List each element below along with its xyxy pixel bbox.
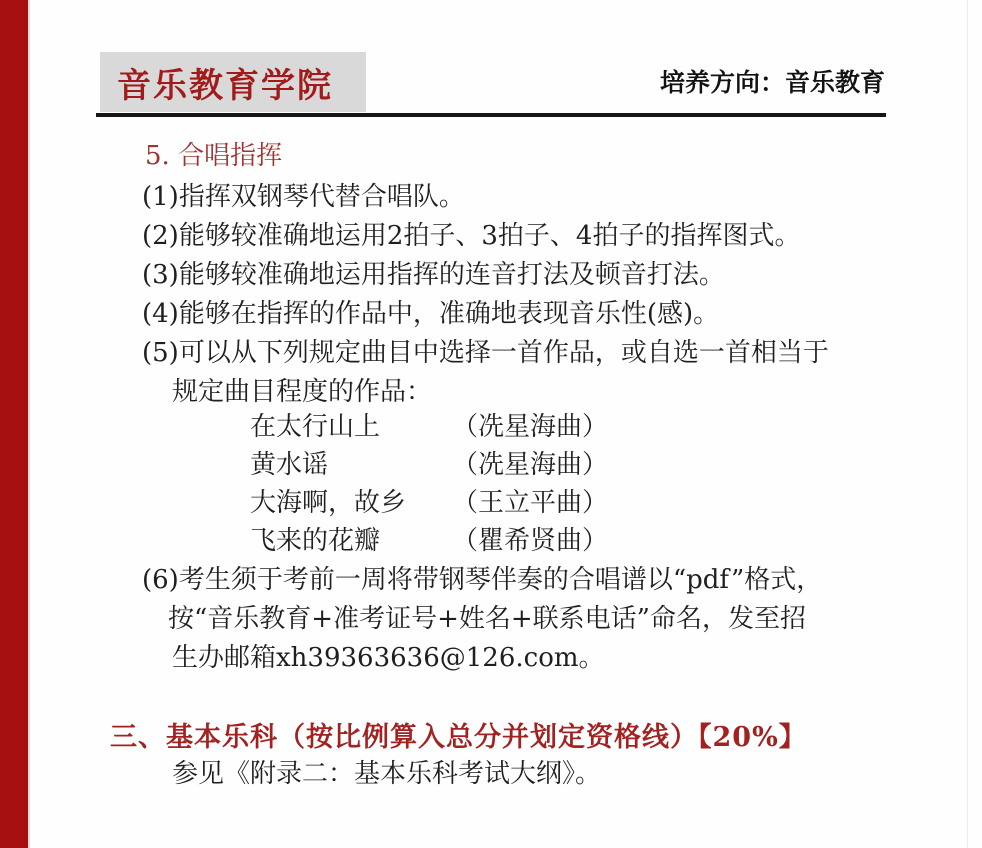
section5-item-6-line3: 生办邮箱xh39363636@126.com。	[172, 643, 605, 673]
section5-item-6-line1: (6)考生须于考前一周将带钢琴伴奏的合唱谱以“pdf”格式，	[142, 565, 823, 595]
header-divider	[96, 113, 886, 117]
section5-item-5-line1: (5)可以从下列规定曲目中选择一首作品，或自选一首相当于	[142, 338, 829, 368]
section3-reference: 参见《附录二：基本乐科考试大纲》。	[172, 759, 602, 789]
song-composer: （王立平曲）	[452, 488, 609, 518]
song-title: 大海啊，故乡	[250, 488, 407, 518]
college-title: 音乐教育学院	[117, 65, 333, 106]
section5-item-2: (2)能够较准确地运用2拍子、3拍子、4拍子的指挥图式。	[142, 221, 801, 251]
section5-item-6-line2: 按“音乐教育+准考证号+姓名+联系电话”命名，发至招	[168, 604, 806, 634]
song-title: 在太行山上	[250, 412, 381, 442]
left-accent-bar	[0, 0, 30, 848]
right-page-edge	[967, 0, 968, 848]
song-title: 飞来的花瓣	[250, 526, 381, 556]
song-title: 黄水谣	[250, 450, 329, 480]
section5-heading: 5. 合唱指挥	[145, 141, 283, 171]
section5-item-3: (3)能够较准确地运用指挥的连音打法及顿音打法。	[142, 260, 725, 290]
college-title-box	[100, 52, 366, 112]
song-composer: （冼星海曲）	[452, 412, 609, 442]
song-composer: （瞿希贤曲）	[452, 526, 609, 556]
training-direction-label: 培养方向：音乐教育	[659, 68, 885, 97]
section5-item-5-line2: 规定曲目程度的作品：	[172, 377, 433, 407]
section3-heading: 三、基本乐科（按比例算入总分并划定资格线）【20%】	[110, 722, 807, 753]
section5-item-4: (4)能够在指挥的作品中，准确地表现音乐性(感)。	[142, 299, 720, 329]
section5-item-1: (1)指挥双钢琴代替合唱队。	[142, 182, 465, 212]
song-composer: （冼星海曲）	[452, 450, 609, 480]
